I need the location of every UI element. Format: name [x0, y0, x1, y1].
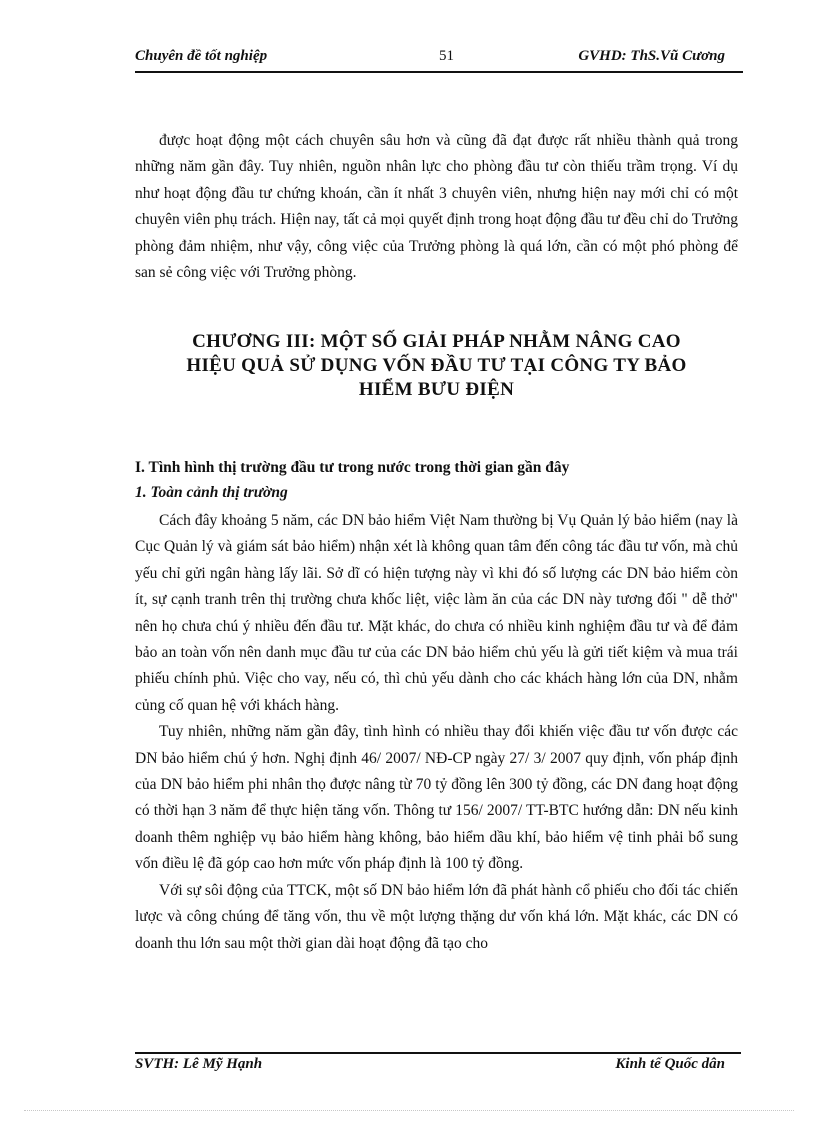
chapter-heading: [135, 330, 738, 402]
page-number: 51: [439, 48, 454, 64]
page-header: [135, 48, 725, 70]
body-paragraph-2: Tuy nhiên, những năm gần đây, tình hình có nhiều thay đổi khiến việc đầu tư vốn được các DN bảo hiểm chú ý hơn. Nghị định 46/ 2007/ NĐ-CP ngày 27/ 3/ 2007 quy định, vốn pháp định của DN bảo hiểm phi nhân thọ được nâng từ 70 tỷ đồng lên 300 tỷ đồng, các DN đang hoạt động có thời hạn 3 năm để thực hiện tăng vốn. Thông tư 156/ 2007/ TT-BTC hướng dẫn: DN nếu kinh doanh thêm nghiệp vụ bảo hiểm hàng không, bảo hiểm dầu khí, bảo hiểm vệ tinh phải bổ sung vốn điều lệ đã góp cao hơn mức vốn pháp định là 100 tỷ đồng.: [135, 723, 738, 873]
page-footer: [135, 1056, 725, 1078]
header-advisor: GVHD: ThS.Vũ Cương: [578, 48, 725, 64]
body-paragraph-3: Với sự sôi động của TTCK, một số DN bảo hiểm lớn đã phát hành cổ phiếu cho đối tác chiến lược và công chúng để tăng vốn, thu về một lượng thặng dư vốn khá lớn. Mặt khác, các DN có doanh thu lớn sau một thời gian dài hoạt động đã tạo cho: [135, 881, 738, 952]
header-thesis-title: Chuyên đề tốt nghiệp: [135, 48, 268, 64]
subsection-title: 1. Toàn cảnh thị trường: [135, 484, 288, 501]
footer-divider: [135, 1052, 741, 1054]
page-bottom-dotted-line: [24, 1110, 794, 1111]
section-title: I. Tình hình thị trường đầu tư trong nước trong thời gian gần đây: [135, 459, 570, 476]
header-divider: [135, 71, 743, 73]
chapter-heading-line-3: HIỂM BƯU ĐIỆN: [358, 379, 515, 400]
intro-text-block: [135, 128, 738, 286]
chapter-heading-line-2: HIỆU QUẢ SỬ DỤNG VỐN ĐẦU TƯ TẠI CÔNG TY BẢO: [186, 355, 687, 376]
footer-university: Kinh tế Quốc dân: [615, 1056, 725, 1072]
intro-paragraph: được hoạt động một cách chuyên sâu hơn và cũng đã đạt được rất nhiều thành quả trong những năm gần đây. Tuy nhiên, nguồn nhân lực cho phòng đầu tư còn thiếu trầm trọng. Ví dụ như hoạt động đầu tư chứng khoán, cần ít nhất 3 chuyên viên, nhưng hiện nay mới chỉ có một chuyên viên phụ trách. Hiện nay, tất cả mọi quyết định trong hoạt động đầu tư đều chỉ do Trưởng phòng đảm nhiệm, như vậy, công việc của Trưởng phòng là quá lớn, cần có một phó phòng để san sẻ công việc với Trưởng phòng.: [135, 132, 738, 282]
main-text-block: [135, 508, 738, 957]
footer-student: SVTH: Lê Mỹ Hạnh: [135, 1056, 263, 1072]
chapter-heading-line-1: CHƯƠNG III: MỘT SỐ GIẢI PHÁP NHẰM NÂNG CAO: [192, 331, 681, 352]
body-paragraph-1: Cách đây khoảng 5 năm, các DN bảo hiểm Việt Nam thường bị Vụ Quản lý bảo hiểm (nay là Cục Quản lý và giám sát bảo hiểm) nhận xét là không quan tâm đến công tác đầu tư vốn, mà chủ yếu chỉ gửi ngân hàng lấy lãi. Sở dĩ có hiện tượng này vì khi đó số lượng các DN bảo hiểm còn ít, sự cạnh tranh trên thị trường chưa khốc liệt, việc làm ăn của các DN này tương đối " dễ thở" nên họ chưa chú ý nhiều đến đầu tư. Mặt khác, do chưa có nhiều kinh nghiệm đầu tư và để đảm bảo an toàn vốn nên danh mục đầu tư của các DN bảo hiểm chủ yếu là gửi tiết kiệm và mua trái phiếu chính phủ. Việc cho vay, nếu có, thì chủ yếu dành cho các khách hàng lớn của DN, nhằm củng cố quan hệ với khách hàng.: [135, 512, 738, 714]
